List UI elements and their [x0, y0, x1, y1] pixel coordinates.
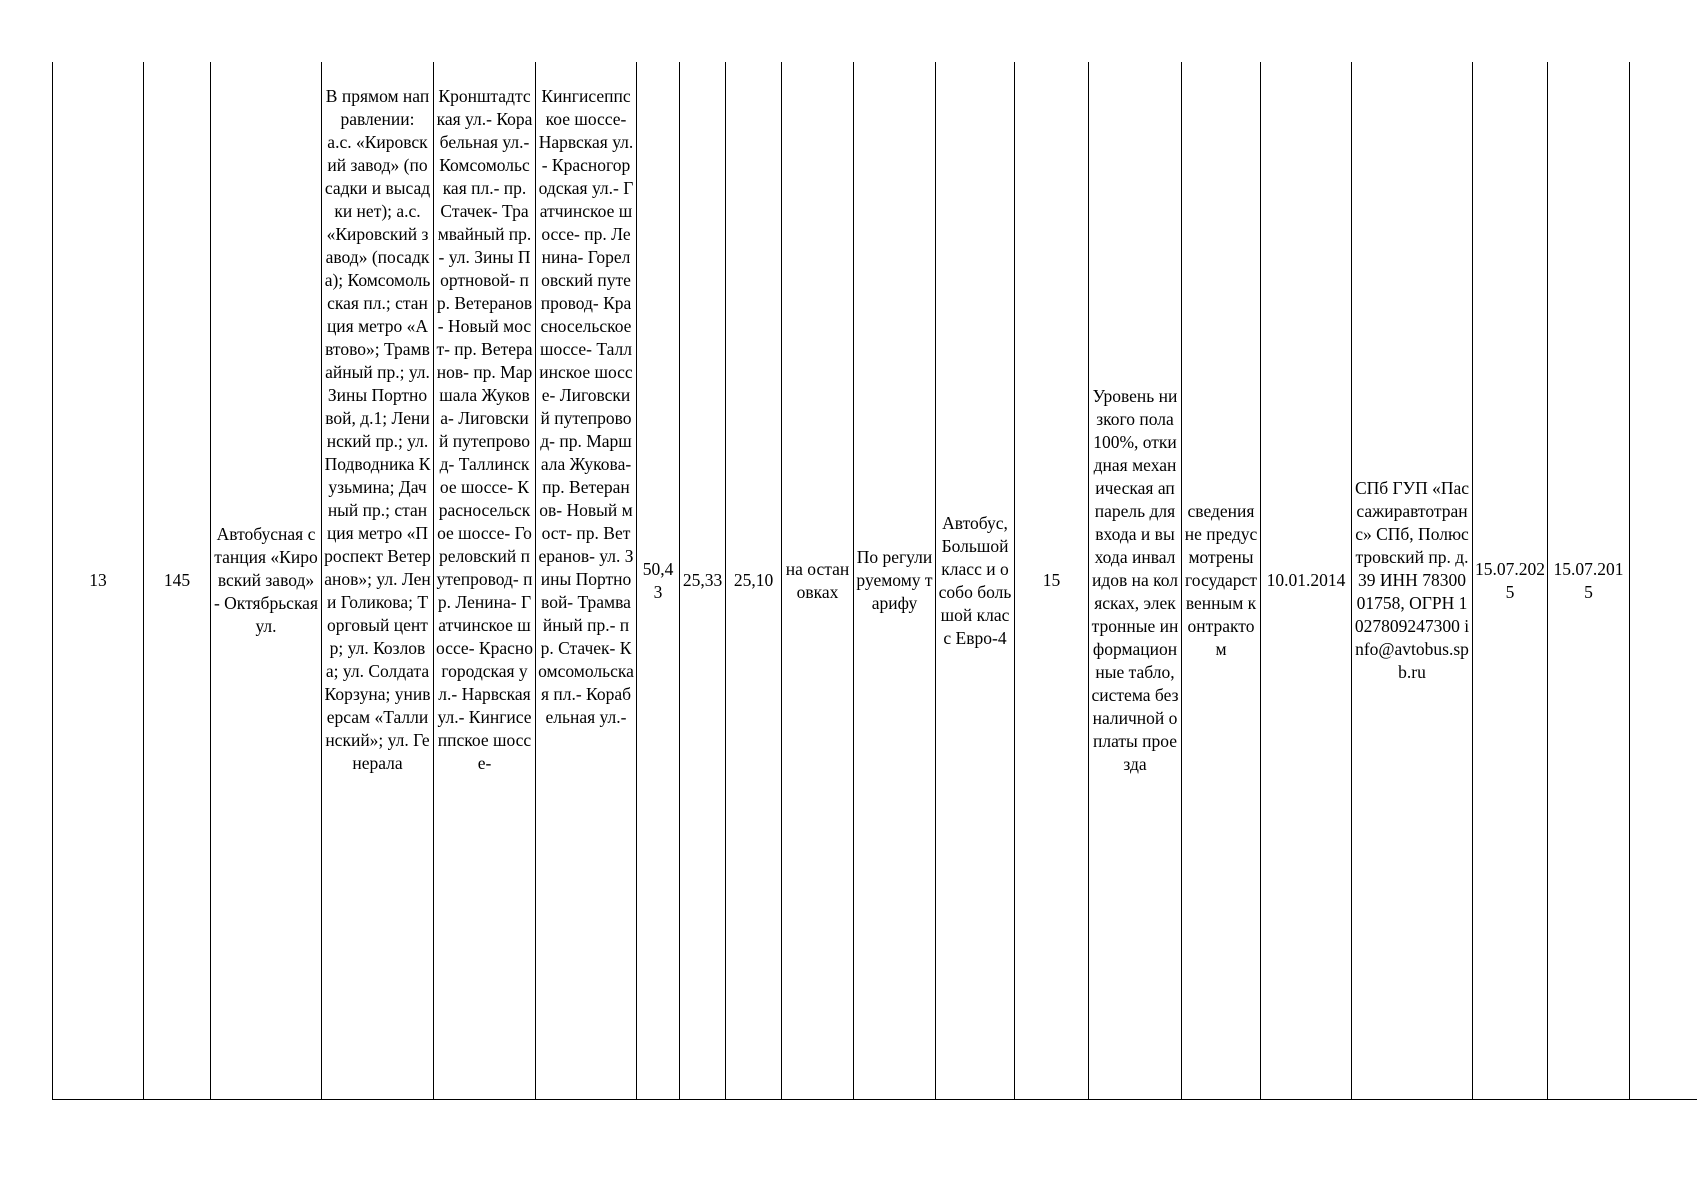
- stops-forward-cell: [322, 62, 434, 1100]
- streets-backward-text: Кингисеппское шоссе- Нарвская ул.- Красногородская ул.- Гатчинское шоссе- пр. Ленина- Гореловский путепровод- Красносельское шоссе- Таллинское шоссе- Лиговский путепровод- пр. Маршала Жукова- пр. Ветеранов- Новый мост- пр. Ветеранов- ул. Зины Портновой- Трамвайный пр.- пр. Стачек- Комсомольская пл.- Корабельная ул.-: [538, 86, 634, 727]
- length-third-cell: 25,10: [726, 62, 782, 1100]
- characteristics-cell: Уровень низкого пола 100%, откидная механическая аппарель для входа и выхода инвалидов на колясках, электронные информационные табло, система безналичной оплаты проезда: [1089, 62, 1182, 1100]
- extra-cell: [1630, 62, 1697, 1100]
- contract-cell: сведения не предусмотрены государственным контрактом: [1182, 62, 1261, 1100]
- vehicle-cell: Автобус, Большой класс и особо большой класс Евро-4: [936, 62, 1015, 1100]
- stop-order-cell: на остановках: [782, 62, 854, 1100]
- route-number-cell: 145: [144, 62, 211, 1100]
- streets-backward-cell: [536, 62, 637, 1100]
- stops-forward-text: В прямом направлении: а.с. «Кировский завод» (посадки и высадки нет); а.с. «Кировский завод» (посадка); Комсомольская пл.; станция метро «Автово»; Трамвайный пр.; ул. Зины Портновой, д.1; Ленинский пр.; ул. Подводника Кузьмина; Дачный пр.; станция метро «Проспект Ветеранов»; ул. Лени Голикова; Торговый центр; ул. Козлова; ул. Солдата Корзуна; универсам «Таллинский»; ул. Генерала: [324, 86, 431, 773]
- carrier-cell: СПб ГУП «Пассажиравтотранс» СПб, Полюстровский пр. д.39 ИНН 7830001758, ОГРН 1027809247300 info@avtobus.spb.ru: [1352, 62, 1473, 1100]
- streets-forward-text: Кронштадтская ул.- Корабельная ул.- Комсомольская пл.- пр. Стачек- Трамвайный пр.- ул. Зины Портновой- пр. Ветеранов- Новый мост- пр. Ветеранов- пр. Маршала Жукова- Лиговский путепровод- Таллинское шоссе- Красносельское шоссе- Гореловский путепровод- пр. Ленина- Гатчинское шоссе- Красногородская ул.- Нарвская ул.- Кингисеппское шоссе-: [436, 86, 533, 773]
- date-three-cell: 15.07.2015: [1548, 62, 1630, 1100]
- route-name-cell: Автобусная станция «Кировский завод» - Октябрьская ул.: [211, 62, 322, 1100]
- start-date-cell: 10.01.2014: [1261, 62, 1352, 1100]
- length-backward-cell: 25,33: [680, 62, 726, 1100]
- vehicle-count-cell: 15: [1015, 62, 1089, 1100]
- tariff-cell: По регулируемому тарифу: [854, 62, 936, 1100]
- table-row: [53, 62, 1697, 1100]
- date-two-cell: 15.07.2025: [1473, 62, 1548, 1100]
- length-forward-cell: 50,43: [637, 62, 680, 1100]
- row-number-cell: 13: [53, 62, 144, 1100]
- streets-forward-cell: [434, 62, 536, 1100]
- route-registry-table: [52, 62, 1697, 1100]
